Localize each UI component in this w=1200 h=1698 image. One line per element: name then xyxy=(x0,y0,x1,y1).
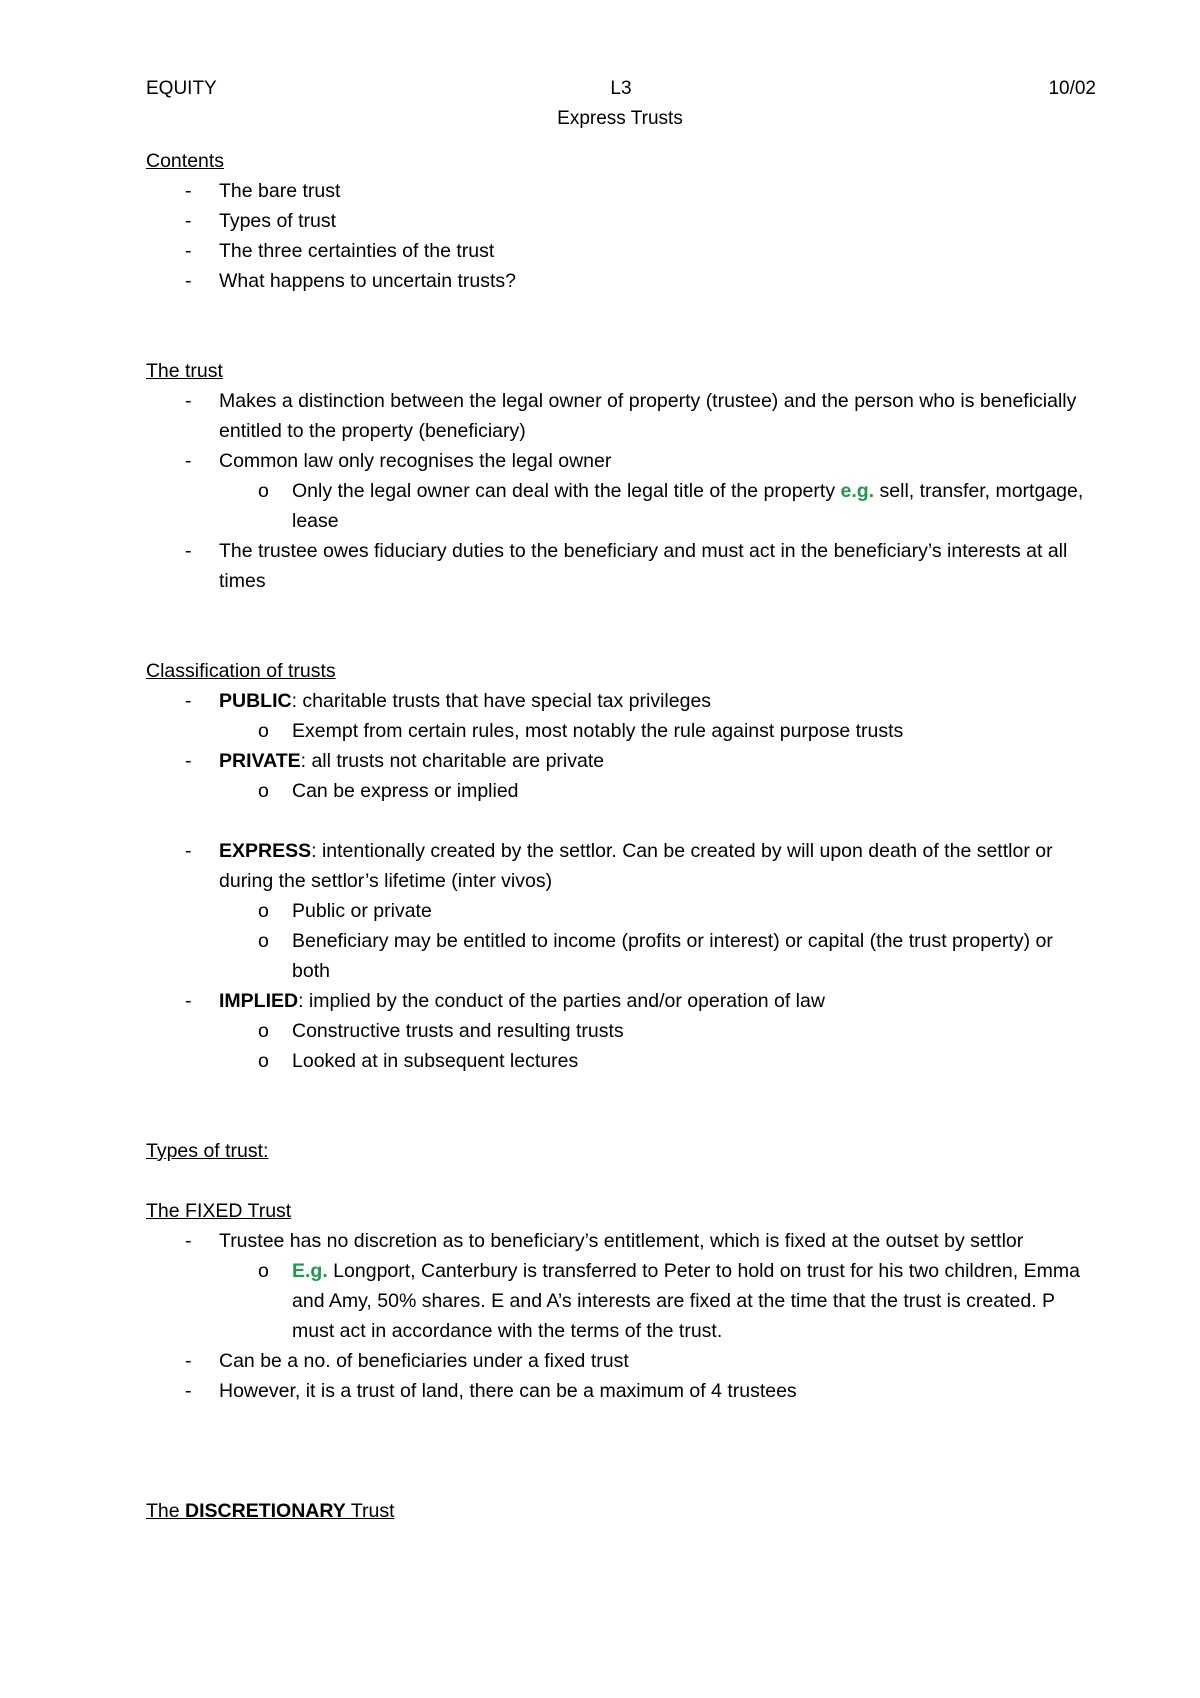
trust-list xyxy=(146,386,1096,476)
sub-list-item: o E.g. Longport, Canterbury is transferred to Peter to hold on trust for his two children, Emma and Amy, 50% shares. E and A’s interests are fixed at the time that the trust is created. P must act in accordance with the terms of the trust. xyxy=(146,1256,1096,1346)
trust-sublist xyxy=(146,476,1096,536)
list-item: - What happens to uncertain trusts? xyxy=(146,266,1096,296)
list-item: - PRIVATE: all trusts not charitable are private xyxy=(146,746,1096,776)
example-marker: e.g. xyxy=(840,480,875,502)
list-item: - PUBLIC: charitable trusts that have special tax privileges xyxy=(146,686,1096,716)
contents-list xyxy=(146,176,1096,296)
list-item: - Can be a no. of beneficiaries under a fixed trust xyxy=(146,1346,1096,1376)
term-label: PUBLIC xyxy=(219,690,292,712)
list-item: - EXPRESS: intentionally created by the settlor. Can be created by will upon death of the settlor or during the settlor’s lifetime (inter vivos) xyxy=(146,836,1096,896)
sub-list-item: o Beneficiary may be entitled to income (profits or interest) or capital (the trust property) or both xyxy=(146,926,1096,986)
trust-heading: The trust xyxy=(146,360,223,382)
term-label: IMPLIED xyxy=(219,990,299,1012)
list-item: - IMPLIED: implied by the conduct of the parties and/or operation of law xyxy=(146,986,1096,1016)
list-item: - The trustee owes fiduciary duties to the beneficiary and must act in the beneficiary’s interests at all times xyxy=(146,536,1096,596)
list-item: - The bare trust xyxy=(146,176,1096,206)
list-item: - The three certainties of the trust xyxy=(146,236,1096,266)
example-marker: E.g. xyxy=(292,1260,328,1282)
sub-list-item: o Exempt from certain rules, most notably the rule against purpose trusts xyxy=(146,716,1096,746)
sub-list-item: o Looked at in subsequent lectures xyxy=(146,1046,1096,1076)
list-item: - However, it is a trust of land, there can be a maximum of 4 trustees xyxy=(146,1376,1096,1406)
list-item: - Types of trust xyxy=(146,206,1096,236)
sub-list-item: o Can be express or implied xyxy=(146,776,1096,806)
course-name: EQUITY xyxy=(146,78,217,99)
term-label: PRIVATE xyxy=(219,750,301,772)
list-item: - Common law only recognises the legal owner xyxy=(146,446,1096,476)
lecture-number: L3 xyxy=(610,78,632,99)
classification-heading: Classification of trusts xyxy=(146,660,336,682)
fixed-trust-heading: The FIXED Trust xyxy=(146,1200,292,1222)
sub-list-item: o Constructive trusts and resulting trusts xyxy=(146,1016,1096,1046)
discretionary-trust-heading: The DISCRETIONARY Trust xyxy=(146,1500,395,1522)
list-item: - Trustee has no discretion as to beneficiary’s entitlement, which is fixed at the outset by settlor xyxy=(146,1226,1096,1256)
document-body xyxy=(146,146,1096,1526)
term-label: EXPRESS xyxy=(219,840,312,862)
sub-list-item: o Only the legal owner can deal with the legal title of the property e.g. sell, transfer, mortgage, lease xyxy=(146,476,1096,536)
contents-heading: Contents xyxy=(146,150,225,172)
sub-list-item: o Public or private xyxy=(146,896,1096,926)
lecture-date: 10/02 xyxy=(1048,78,1096,99)
document-title: Express Trusts xyxy=(557,108,683,129)
types-heading: Types of trust: xyxy=(146,1140,269,1162)
list-item: - Makes a distinction between the legal owner of property (trustee) and the person who is beneficially entitled to the property (beneficiary) xyxy=(146,386,1096,446)
